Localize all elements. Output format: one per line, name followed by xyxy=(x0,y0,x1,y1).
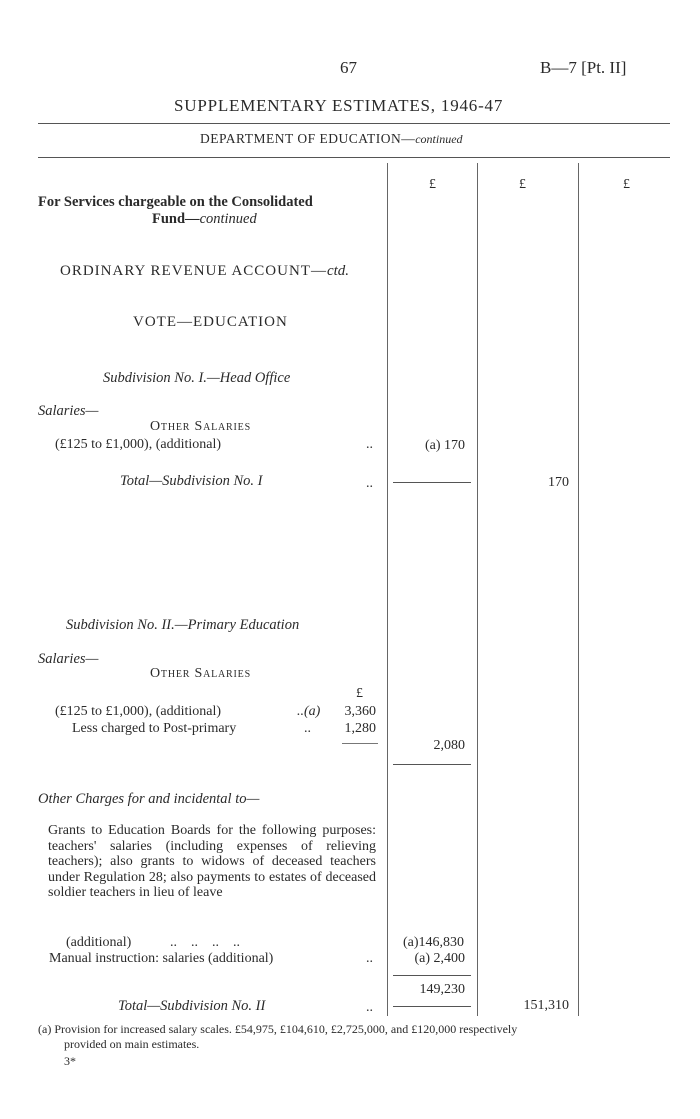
account-label: ORDINARY REVENUE ACCOUNT— xyxy=(60,263,327,279)
subdivision-2-grants-last: (additional) xyxy=(66,935,132,950)
vote-heading: VOTE—EDUCATION xyxy=(133,314,288,330)
footnote-text: (a) Provision for increased salary scales. £54,975, £104,610, £2,725,000, and £120,000 respectively xyxy=(38,1022,518,1036)
subdivision-2-manual-amount: (a) 2,400 xyxy=(414,951,465,966)
subdivision-2-other-salaries: Other Salaries xyxy=(150,666,251,681)
fund-continued: continued xyxy=(199,211,257,227)
subdivision-1-amount-rule xyxy=(393,482,471,483)
subdivision-2-total-rule xyxy=(393,1006,471,1007)
column-header-pound-2: £ xyxy=(519,177,526,192)
subdivision-2-net-rule xyxy=(393,764,471,765)
page-number: 67 xyxy=(340,58,357,77)
department-continued: continued xyxy=(415,132,463,146)
subdivision-1-dots: .. xyxy=(366,437,373,452)
subdivision-2-manual-dots: .. xyxy=(366,951,373,966)
subdivision-2-subtotal: 149,230 xyxy=(419,982,465,997)
department-rule xyxy=(38,157,670,158)
subdivision-2-range-dots: ..(a) xyxy=(297,704,321,719)
services-heading-line2 xyxy=(152,211,257,228)
column-header-pound-1: £ xyxy=(429,177,436,192)
subdivision-2-grants-dots: .. .. .. .. xyxy=(170,935,240,950)
account-heading xyxy=(60,263,349,280)
subdivision-2-other-charges-label: Other Charges for and incidental to— xyxy=(38,791,260,807)
department-heading xyxy=(200,131,463,147)
subdivision-2-subtotal-rule xyxy=(393,975,471,976)
account-continued: ctd. xyxy=(326,263,350,279)
subdivision-2-less-label: Less charged to Post-primary xyxy=(72,721,237,736)
subdivision-1-total-amount: 170 xyxy=(548,475,569,490)
column-header-pound-3: £ xyxy=(623,177,630,192)
reference-code: B—7 [Pt. II] xyxy=(540,58,627,77)
signature-mark: 3* xyxy=(64,1054,76,1068)
subdivision-2-total-dots: .. xyxy=(366,1000,373,1015)
subdivision-1-total-dots: .. xyxy=(366,476,373,491)
subdivision-2-net-amount: 2,080 xyxy=(433,738,465,753)
subdivision-1-salaries-label: Salaries— xyxy=(38,403,99,419)
subdivision-1-heading: Subdivision No. I.—Head Office xyxy=(103,370,291,386)
subdivision-2-range-amount: 3,360 xyxy=(344,704,376,719)
subdivision-2-salaries-label: Salaries— xyxy=(38,651,99,667)
column-rule-3 xyxy=(578,163,579,1016)
subdivision-1-other-salaries: Other Salaries xyxy=(150,419,251,434)
subdivision-1-range: (£125 to £1,000), (additional) xyxy=(55,437,222,452)
subdivision-2-less-dots: .. xyxy=(304,721,311,736)
subdivision-1-total-label: Total—Subdivision No. I xyxy=(120,473,263,489)
subdivision-2-less-amount: 1,280 xyxy=(344,721,376,736)
subdivision-2-total-label: Total—Subdivision No. II xyxy=(118,998,266,1014)
fund-label: Fund— xyxy=(152,211,200,227)
subdivision-2-less-rule xyxy=(342,743,378,744)
column-rule-1 xyxy=(387,163,388,1016)
page-title: SUPPLEMENTARY ESTIMATES, 1946-47 xyxy=(174,96,504,115)
subdivision-1-amount: (a) 170 xyxy=(424,438,465,453)
services-heading-line1: For Services chargeable on the Consolidated xyxy=(38,194,313,210)
column-rule-2 xyxy=(477,163,478,1016)
subdivision-2-grants-text: Grants to Education Boards for the following purposes: teachers' salaries (including expenses of relieving teachers); also grants to widows of deceased teachers under Regulation 28; also payments to estates of deceased soldier teachers in lieu of leave xyxy=(48,823,376,901)
subdivision-2-range: (£125 to £1,000), (additional) xyxy=(55,704,222,719)
department-label: DEPARTMENT OF EDUCATION— xyxy=(200,131,416,146)
subdivision-2-total-amount: 151,310 xyxy=(523,998,569,1013)
subdivision-2-grants-amount: (a)146,830 xyxy=(402,935,464,950)
subdivision-2-heading: Subdivision No. II.—Primary Education xyxy=(66,617,300,633)
subdivision-2-manual-label: Manual instruction: salaries (additional) xyxy=(49,951,274,966)
subdivision-2-pound-label: £ xyxy=(356,686,363,701)
title-rule xyxy=(38,123,670,124)
footnote-text-2: provided on main estimates. xyxy=(64,1037,200,1051)
